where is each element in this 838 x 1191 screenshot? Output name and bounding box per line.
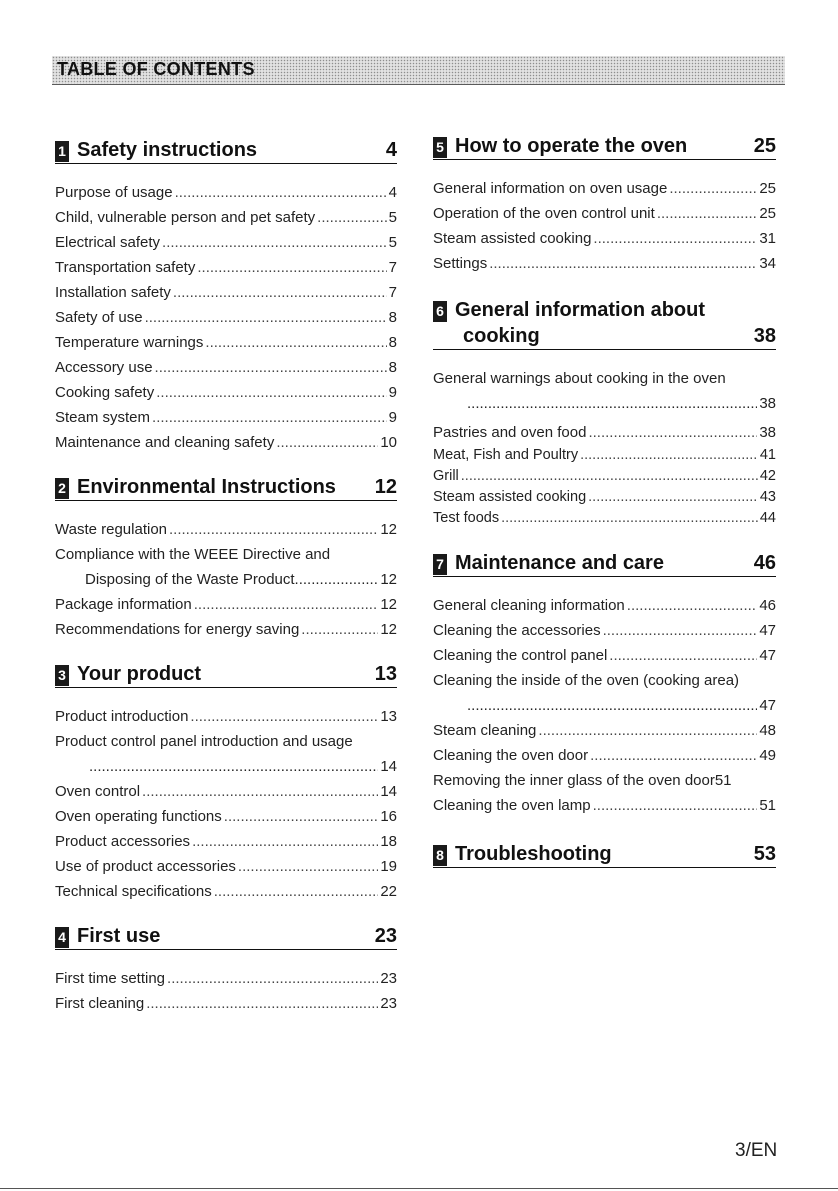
toc-entry[interactable] <box>433 793 776 818</box>
toc-entry[interactable] <box>433 508 776 529</box>
entry-title: General warnings about cooking in the oven <box>433 370 726 387</box>
dot-leader <box>627 593 758 618</box>
section-number-badge: 5 <box>433 137 447 158</box>
entry-page: 12 <box>380 571 397 588</box>
toc-entry[interactable] <box>55 966 397 991</box>
entry-page: 14 <box>380 783 397 800</box>
toc-entry[interactable] <box>55 617 397 642</box>
entry-title: Temperature warnings <box>55 334 204 351</box>
toc-entry[interactable] <box>55 779 397 804</box>
toc-section-5 <box>433 134 776 276</box>
section-heading[interactable] <box>433 842 776 868</box>
toc-section-3 <box>55 662 397 904</box>
dot-leader <box>175 180 387 205</box>
toc-entry[interactable] <box>55 804 397 829</box>
dot-leader <box>224 804 379 829</box>
entry-title: Product control panel introduction and usage <box>55 733 353 750</box>
entry-page: 38 <box>759 424 776 441</box>
section-title: Environmental Instructions <box>77 476 336 498</box>
entry-title: Package information <box>55 596 192 613</box>
dot-leader <box>538 718 757 743</box>
section-heading[interactable] <box>55 924 397 950</box>
entry-page: 46 <box>759 597 776 614</box>
toc-entry-wrapped[interactable] <box>433 366 776 416</box>
toc-entry[interactable] <box>55 255 397 280</box>
entry-title: Steam assisted cooking <box>433 230 592 247</box>
toc-entry[interactable] <box>55 829 397 854</box>
entry-title: Cleaning the inside of the oven (cooking area) <box>433 672 740 689</box>
dot-leader <box>657 201 758 226</box>
toc-entry[interactable] <box>433 487 776 508</box>
section-page: 4 <box>385 139 397 161</box>
entry-page: 23 <box>380 970 397 987</box>
dot-leader <box>669 176 757 201</box>
entry-page: 43 <box>759 489 776 505</box>
dot-leader <box>317 205 386 230</box>
toc-entry[interactable] <box>55 592 397 617</box>
entry-title: Electrical safety <box>55 234 161 251</box>
toc-banner <box>52 56 785 85</box>
entry-page: 16 <box>380 808 397 825</box>
section-title: Your product <box>77 663 202 685</box>
section-number-badge: 7 <box>433 554 447 575</box>
entry-title: Steam system <box>55 409 151 426</box>
entry-page: 12 <box>380 596 397 613</box>
toc-entry[interactable] <box>433 420 776 445</box>
entry-title: Installation safety <box>55 284 171 301</box>
entry-title: Steam cleaning <box>433 722 537 739</box>
section-number-badge: 4 <box>55 927 69 948</box>
toc-banner-title: TABLE OF CONTENTS <box>57 59 255 79</box>
toc-entry[interactable] <box>55 879 397 904</box>
toc-entry[interactable] <box>433 201 776 226</box>
dot-leader <box>205 330 386 355</box>
entry-page: 31 <box>759 230 776 247</box>
entry-page: 47 <box>759 697 776 714</box>
entry-title: Cleaning the oven door <box>433 747 589 764</box>
entry-title: Pastries and oven food <box>433 424 587 441</box>
entry-page: 42 <box>759 468 776 484</box>
entry-title: Removing the inner glass of the oven door <box>433 772 715 789</box>
section-page: 53 <box>753 843 776 865</box>
dot-leader <box>301 617 378 642</box>
entry-title: Operation of the oven control unit <box>433 205 655 222</box>
section-title: Maintenance and care <box>455 552 664 574</box>
entry-title: Accessory use <box>55 359 153 376</box>
entry-title: Transportation safety <box>55 259 196 276</box>
dot-leader <box>501 508 758 529</box>
dot-leader <box>588 420 757 445</box>
section-page: 23 <box>374 925 397 947</box>
entry-title: Cleaning the oven lamp <box>433 797 591 814</box>
dot-leader <box>197 255 386 280</box>
toc-entry[interactable] <box>55 205 397 230</box>
entry-page: 7 <box>388 259 397 276</box>
toc-entry[interactable] <box>55 280 397 305</box>
entry-title: Use of product accessories <box>55 858 236 875</box>
dot-leader <box>146 991 378 1016</box>
entry-page: 25 <box>759 205 776 222</box>
toc-right-column <box>433 134 776 868</box>
section-title: General information about <box>455 299 706 321</box>
entry-page: 49 <box>759 747 776 764</box>
section-heading[interactable] <box>55 138 397 164</box>
toc-entry[interactable] <box>55 517 397 542</box>
entry-title: First time setting <box>55 970 166 987</box>
toc-section-2 <box>55 475 397 642</box>
entry-title: Safety of use <box>55 309 143 326</box>
entry-page: 14 <box>380 758 397 775</box>
toc-entry-wrapped[interactable] <box>55 542 397 592</box>
dot-leader <box>89 754 378 779</box>
dot-leader <box>461 466 758 487</box>
entry-title: Oven operating functions <box>55 808 222 825</box>
toc-entry[interactable] <box>433 251 776 276</box>
dot-leader <box>156 380 386 405</box>
entry-page: 13 <box>380 708 397 725</box>
dot-leader <box>162 230 387 255</box>
toc-left-column <box>55 138 397 1016</box>
entry-title: Purpose of usage <box>55 184 173 201</box>
toc-entry[interactable] <box>433 466 776 487</box>
entry-page: 10 <box>380 434 397 451</box>
entry-title: First cleaning <box>55 995 145 1012</box>
entry-title: Oven control <box>55 783 141 800</box>
section-page: 12 <box>374 476 397 498</box>
entry-page: 8 <box>388 309 397 326</box>
entry-page: 9 <box>388 384 397 401</box>
entry-page: 34 <box>759 255 776 272</box>
section-number-badge: 6 <box>433 301 447 322</box>
entry-page: 19 <box>380 858 397 875</box>
toc-entry[interactable] <box>433 768 776 793</box>
dot-leader <box>155 355 387 380</box>
entry-title: Cooking safety <box>55 384 155 401</box>
section-page: 46 <box>753 552 776 574</box>
entry-title: Steam assisted cooking <box>433 489 587 505</box>
section-page: 25 <box>753 135 776 157</box>
toc-entry-wrapped[interactable] <box>55 729 397 779</box>
dot-leader <box>467 693 757 718</box>
entry-page: 9 <box>388 409 397 426</box>
section-number-badge: 2 <box>55 478 69 499</box>
toc-entry[interactable] <box>55 330 397 355</box>
section-heading[interactable] <box>433 298 776 350</box>
dot-leader <box>238 854 378 879</box>
entry-page: 12 <box>380 621 397 638</box>
entry-page: 22 <box>380 883 397 900</box>
entry-title: Product introduction <box>55 708 189 725</box>
toc-section-7 <box>433 551 776 818</box>
section-page: 38 <box>753 325 776 347</box>
toc-entry[interactable] <box>55 355 397 380</box>
entry-title: Child, vulnerable person and pet safety <box>55 209 316 226</box>
entry-title: Maintenance and cleaning safety <box>55 434 275 451</box>
toc-entry[interactable] <box>55 704 397 729</box>
entry-page: 8 <box>388 359 397 376</box>
dot-leader <box>489 251 757 276</box>
toc-entry[interactable] <box>433 593 776 618</box>
entry-page: 8 <box>388 334 397 351</box>
section-number-badge: 8 <box>433 845 447 866</box>
toc-entry[interactable] <box>55 991 397 1016</box>
entry-title: Settings <box>433 255 488 272</box>
entry-page: 25 <box>759 180 776 197</box>
dot-leader <box>603 618 758 643</box>
toc-entry[interactable] <box>433 618 776 643</box>
toc-entry[interactable] <box>433 643 776 668</box>
dot-leader <box>580 445 758 466</box>
section-heading[interactable] <box>55 475 397 501</box>
dot-leader <box>295 567 379 592</box>
entry-page: 5 <box>388 234 397 251</box>
entry-page: 12 <box>380 521 397 538</box>
entry-page: 41 <box>759 447 776 463</box>
dot-leader <box>194 592 379 617</box>
entry-page: 48 <box>759 722 776 739</box>
toc-entry[interactable] <box>55 180 397 205</box>
toc-entry[interactable] <box>433 176 776 201</box>
entry-title: Grill <box>433 468 459 484</box>
entry-page: 47 <box>759 647 776 664</box>
section-heading[interactable] <box>55 662 397 688</box>
toc-entry[interactable] <box>433 226 776 251</box>
toc-section-1 <box>55 138 397 455</box>
dot-leader <box>276 430 378 455</box>
dot-leader <box>152 405 387 430</box>
section-title-continued: cooking <box>463 325 540 347</box>
page-number: 3/EN <box>735 1140 778 1161</box>
dot-leader <box>167 966 378 991</box>
toc-entry[interactable] <box>433 743 776 768</box>
entry-page: 23 <box>380 995 397 1012</box>
entry-page: 38 <box>759 395 776 412</box>
entry-page: 7 <box>388 284 397 301</box>
dot-leader <box>192 829 378 854</box>
entry-title: Recommendations for energy saving <box>55 621 300 638</box>
section-page: 13 <box>374 663 397 685</box>
entry-page: 51 <box>759 797 776 814</box>
entry-page: 47 <box>759 622 776 639</box>
toc-section-4 <box>55 924 397 1016</box>
section-number-badge: 1 <box>55 141 69 162</box>
dot-leader <box>467 391 757 416</box>
entry-page: 5 <box>388 209 397 226</box>
entry-title: Meat, Fish and Poultry <box>433 447 579 463</box>
section-title: Troubleshooting <box>455 843 612 865</box>
dot-leader <box>190 704 378 729</box>
entry-title: General information on oven usage <box>433 180 668 197</box>
toc-section-8 <box>433 842 776 868</box>
section-title: Safety instructions <box>77 139 258 161</box>
entry-page: 18 <box>380 833 397 850</box>
section-title: How to operate the oven <box>455 135 688 157</box>
entry-title: Product accessories <box>55 833 191 850</box>
entry-page: 44 <box>759 510 776 526</box>
toc-entry[interactable] <box>55 305 397 330</box>
entry-title: Compliance with the WEEE Directive and <box>55 546 331 563</box>
toc-entry[interactable] <box>55 405 397 430</box>
toc-entry[interactable] <box>55 380 397 405</box>
dot-leader <box>142 779 378 804</box>
dot-leader <box>609 643 757 668</box>
toc-entry[interactable] <box>433 445 776 466</box>
toc-entry[interactable] <box>55 854 397 879</box>
entry-title: Test foods <box>433 510 500 526</box>
dot-leader <box>593 226 757 251</box>
dot-leader <box>214 879 379 904</box>
entry-title: Cleaning the control panel <box>433 647 608 664</box>
entry-title: Waste regulation <box>55 521 168 538</box>
dot-leader <box>588 487 758 508</box>
dot-leader <box>593 793 758 818</box>
toc-entry[interactable] <box>55 430 397 455</box>
toc-entry[interactable] <box>433 718 776 743</box>
dot-leader <box>145 305 387 330</box>
entry-page: 4 <box>388 184 397 201</box>
entry-title-continued: Disposing of the Waste Product <box>85 571 295 588</box>
section-number-badge: 3 <box>55 665 69 686</box>
entry-title: Cleaning the accessories <box>433 622 601 639</box>
dot-leader <box>169 517 378 542</box>
bottom-rule <box>0 1188 838 1189</box>
section-heading[interactable] <box>433 134 776 160</box>
dot-leader <box>590 743 757 768</box>
dot-leader <box>173 280 387 305</box>
toc-entry[interactable] <box>55 230 397 255</box>
entry-title: General cleaning information <box>433 597 625 614</box>
entry-page: 51 <box>714 772 732 789</box>
toc-section-6 <box>433 298 776 529</box>
entry-title: Technical specifications <box>55 883 212 900</box>
toc-entry-wrapped[interactable] <box>433 668 776 718</box>
section-title: First use <box>77 925 161 947</box>
section-heading[interactable] <box>433 551 776 577</box>
